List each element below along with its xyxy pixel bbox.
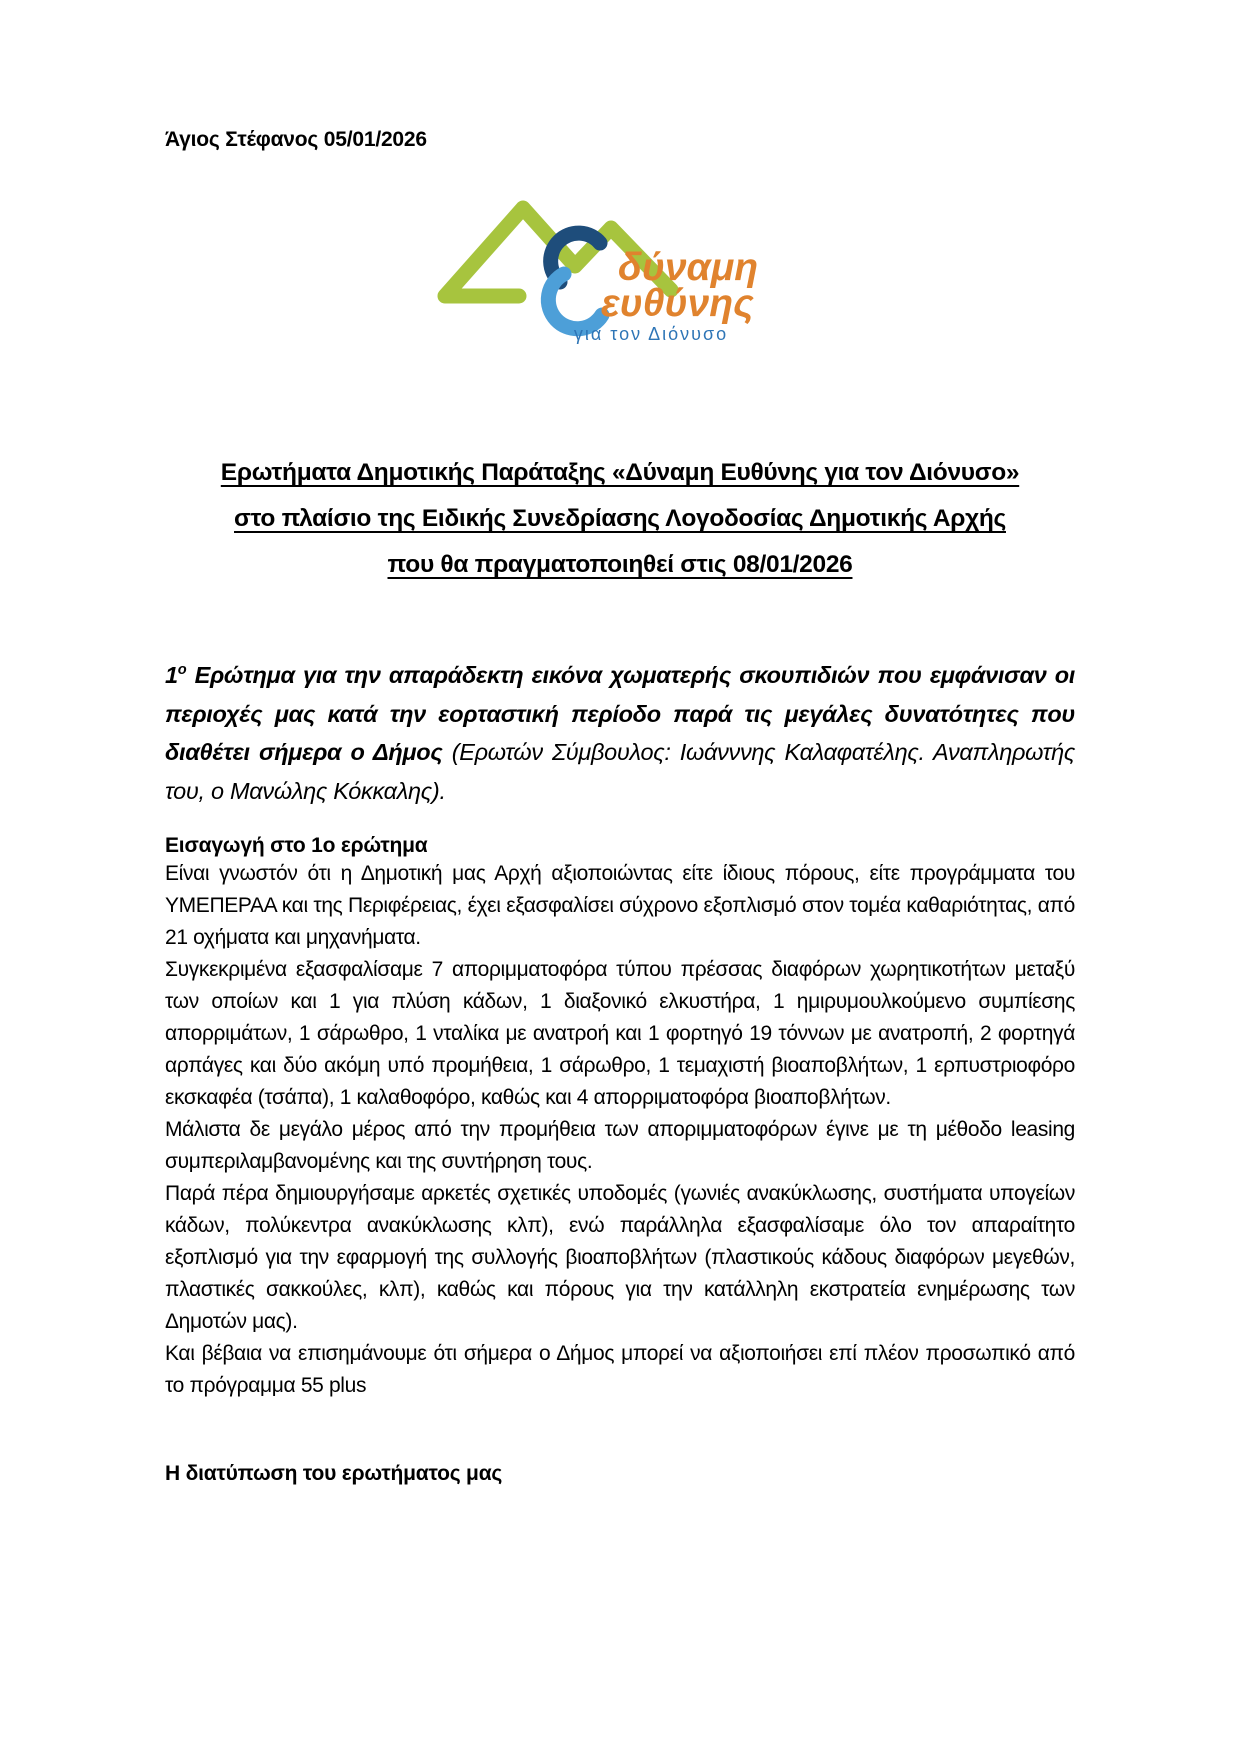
logo-wordmark-line1: δύναμη: [618, 246, 759, 289]
document-title: [165, 450, 1075, 588]
logo-wordmark-line2: ευθύνης: [601, 282, 754, 325]
title-line-1: Ερωτήματα Δημοτικής Παράταξης «Δύναμη Ευθύνης για τον Διόνυσο»: [220, 459, 1020, 486]
question-bold-text: Ερώτημα για την απαράδεκτη εικόνα χωματερής σκουπιδιών που εμφάνισαν οι περιοχές μας κατά την εορταστική περίοδο παρά τις μεγάλες δυνατότητες που διαθέτει σήμερα ο Δήμος: [165, 662, 1075, 765]
logo-tagline: για τον Διόνυσο: [573, 324, 729, 344]
intro-paragraph: Συγκεκριμένα εξασφαλίσαμε 7 αποριμματοφόρα τύπου πρέσσας διαφόρων χωρητικοτήτων μεταξύ των οποίων και 1 για πλύση κάδων, 1 διαξονικό ελκυστήρα, 1 ημιρυμουλκούμενο συμπίεσης απορριμάτων, 1 σάρωθρο, 1 νταλίκα με ανατροή και 1 φορτηγό 19 τόννων με ανατροπή, 2 φορτηγά αρπάγες και δύο ακόμη υπό προμήθεια, 1 σάρωθρο, 1 τεμαχιστή βιοαποβλήτων, 1 ερπυστριοφόρο εκσκαφέα (τσάπα), 1 καλαθοφόρο, καθώς και 4 απορριματοφόρα βιοαποβλήτων.: [165, 958, 1075, 1109]
closing-heading: Η διατύπωση του ερωτήματος μας: [165, 1462, 503, 1485]
party-logo: [165, 178, 1075, 346]
question-number: $1^o$: [165, 662, 187, 688]
question-number-superscript: ο: [177, 662, 187, 679]
intro-paragraph: Και βέβαια να επισημάνουμε ότι σήμερα ο Δήμος μπορεί να αξιοποιήσει επί πλέον προσωπικό από το πρόγραμμα 55 plus: [165, 1342, 1075, 1397]
epsilon-bottom-arc-icon: [548, 274, 602, 329]
title-line-2: στο πλαίσιο της Ειδικής Συνεδρίασης Λογοδοσίας Δημοτικής Αρχής: [234, 505, 1006, 532]
question-1-heading: [165, 656, 1075, 810]
intro-paragraph: Μάλιστα δε μεγάλο μέρος από την προμήθεια των αποριμματοφόρων έγινε με τη μέθοδο leasing συμπεριλαμβανομένης και της συντήρηση τους.: [165, 1118, 1075, 1173]
intro-paragraph: Είναι γνωστόν ότι η Δημοτική μας Αρχή αξιοποιώντας είτε ίδιους πόρους, είτε προγράμματα του ΥΜΕΠΕΡΑΑ και της Περιφέρειας, έχει εξασφαλίσει σύχρονο εξοπλισμό στον τομέα καθαριότητας, από 21 οχήματα και μηχανήματα.: [165, 862, 1075, 949]
intro-heading: Εισαγωγή στο 1ο ερώτημα: [165, 834, 428, 857]
party-logo-graphic: [423, 178, 773, 346]
title-line-3: που θα πραγματοποιηθεί στις 08/01/2026: [387, 551, 853, 578]
date-line: Άγιος Στέφανος 05/01/2026: [165, 128, 427, 151]
question-plain-text: (Ερωτών Σύμβουλος: Ιωάνννης Καλαφατέλης. Αναπληρωτής του, ο Μανώλης Κόκκαλης).: [165, 739, 1075, 804]
intro-body: [165, 858, 1075, 1402]
intro-paragraph: Παρά πέρα δημιουργήσαμε αρκετές σχετικές υποδομές (γωνιές ανακύκλωσης, συστήματα υπογείων κάδων, πολύκεντρα ανακύκλωσης κλπ), ενώ παράλληλα εξασφαλίσαμε όλο τον απαραίτητο εξοπλισμό για την εφαρμογή της συλλογής βιοαποβλήτων (πλαστικούς κάδους διαφόρων μεγεθών, πλαστικές σακκούλες, κλπ), καθώς και πόρους για την κατάλληλη εκστρατεία ενημέρωσης των Δημοτών μας).: [165, 1182, 1075, 1333]
